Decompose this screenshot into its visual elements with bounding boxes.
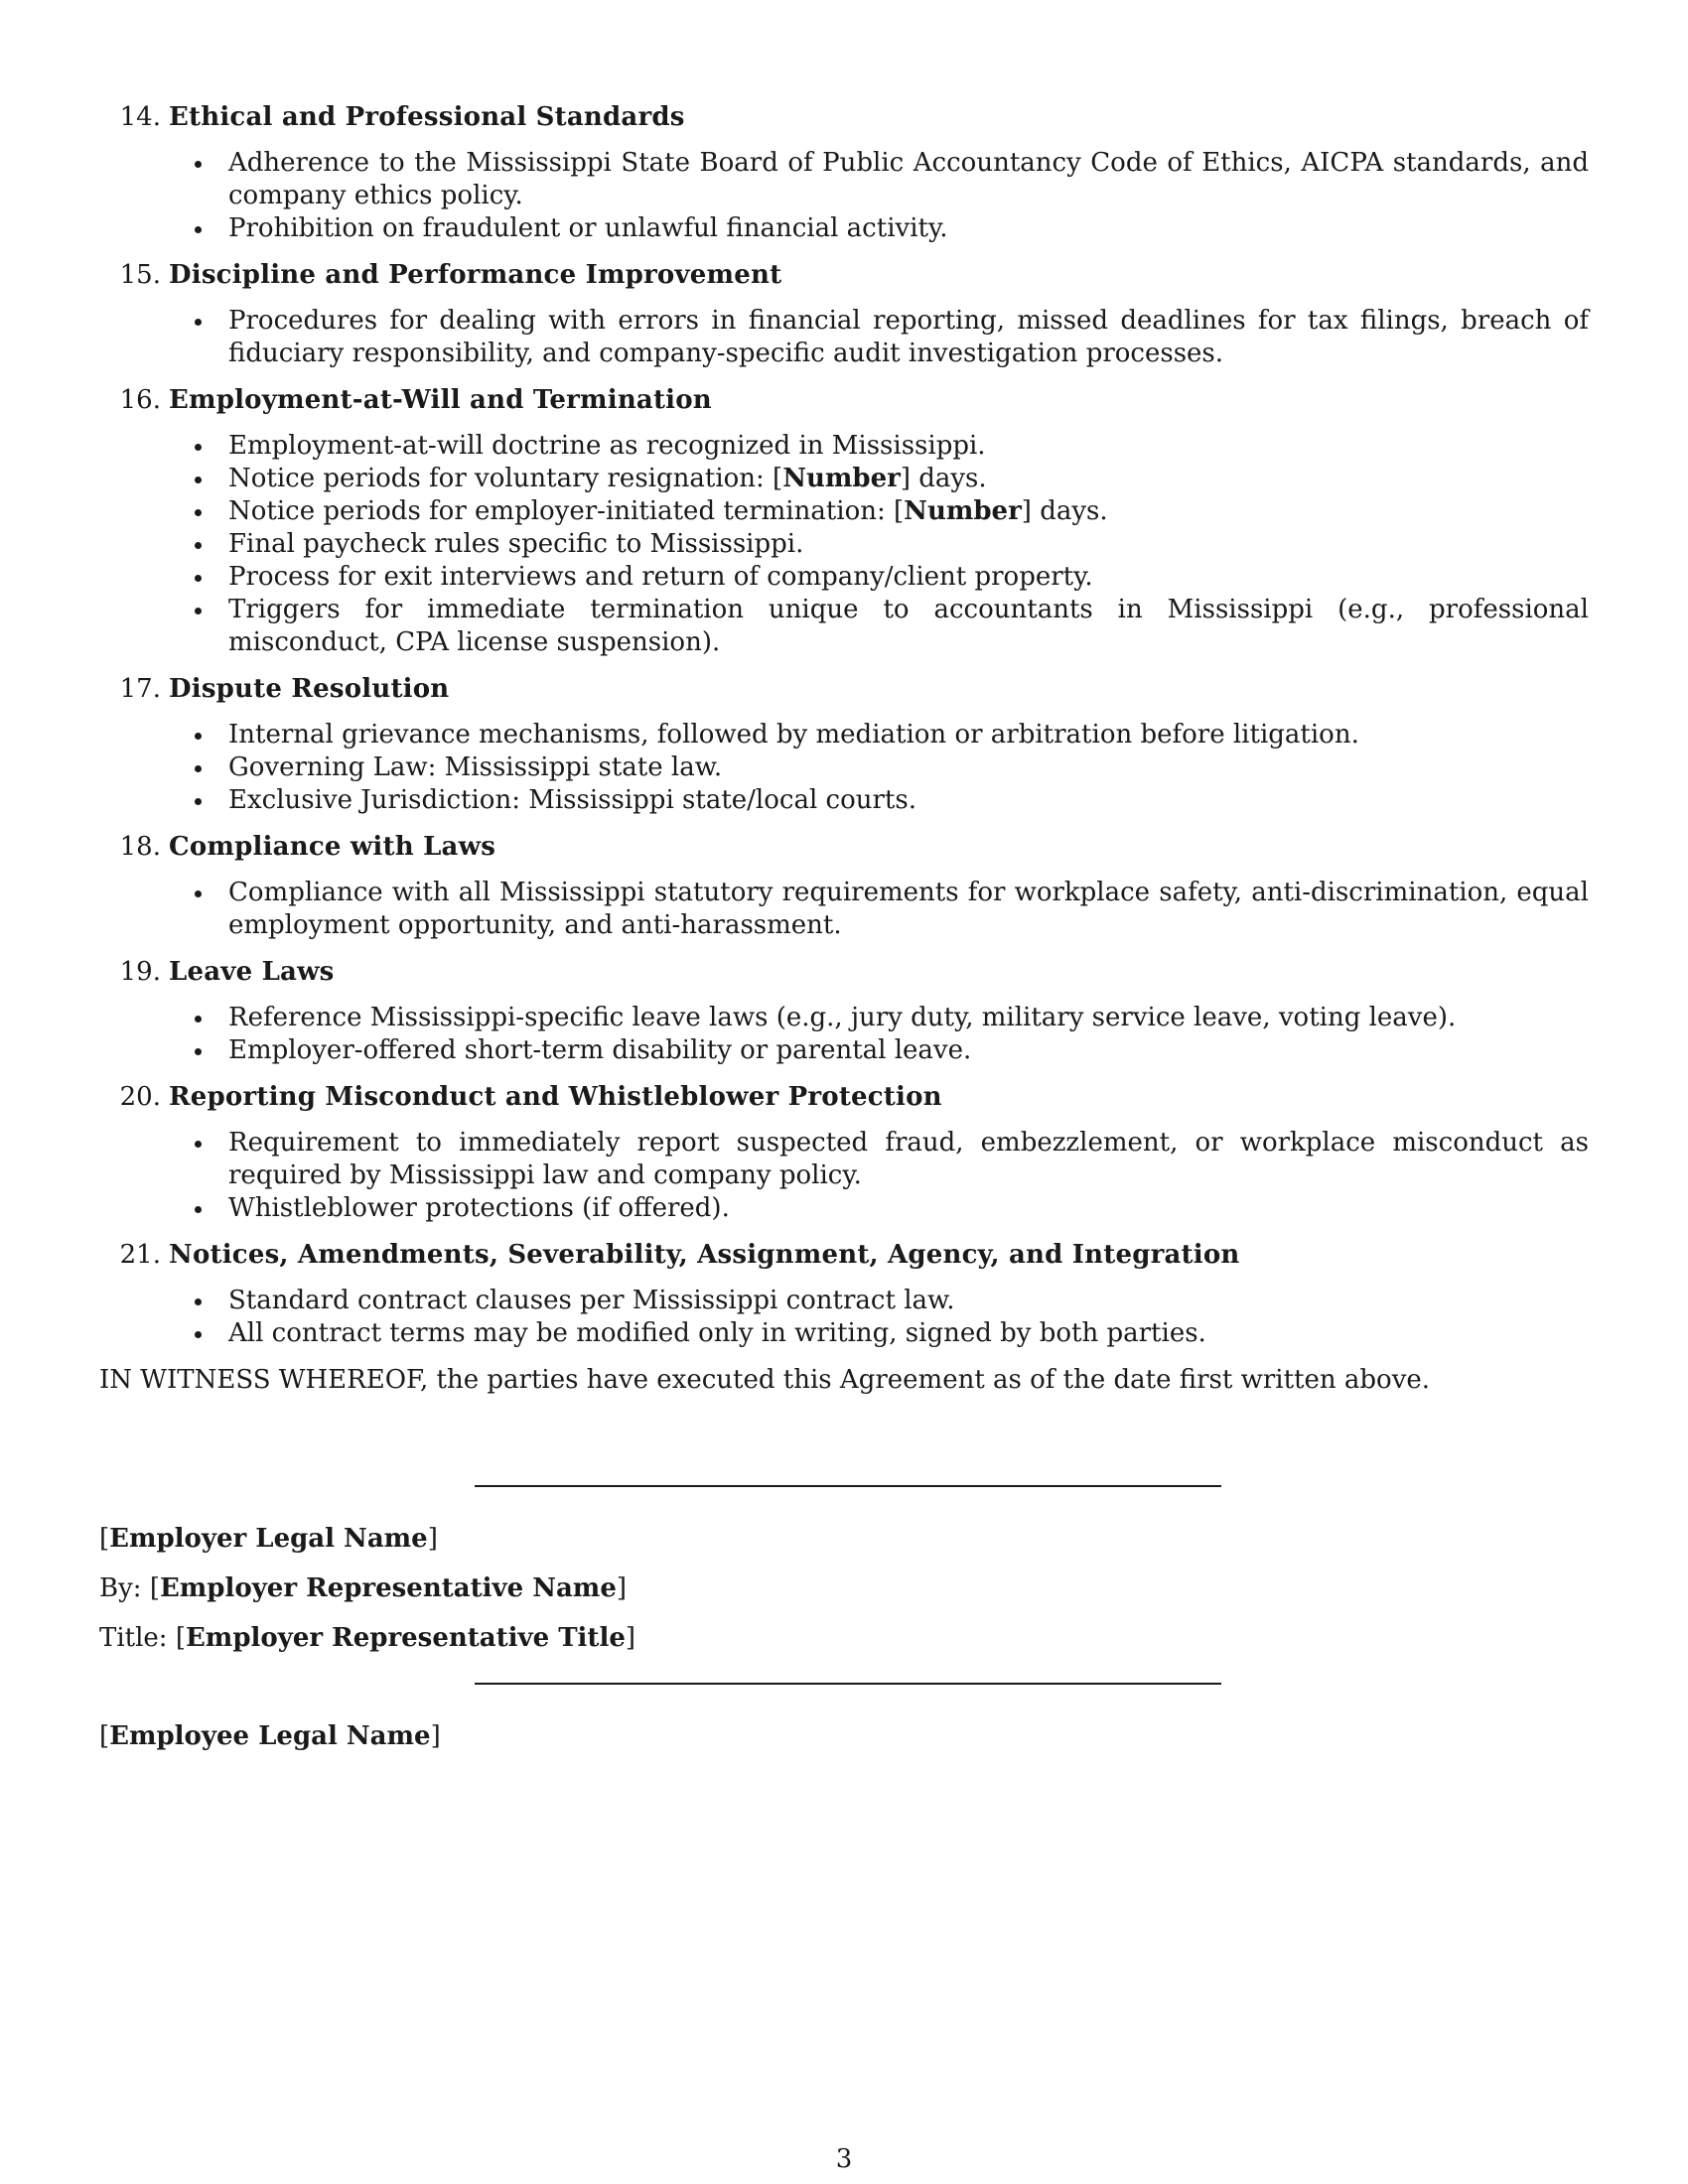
list-item (228, 1192, 1589, 1225)
section-heading (119, 827, 1589, 867)
placeholder-field: Number (782, 464, 901, 493)
list-item-text: Notice periods for voluntary resignation: [ (228, 464, 783, 493)
bullet-list (169, 1285, 1589, 1350)
section-heading (119, 380, 1589, 420)
bullet-list (169, 147, 1589, 245)
page-number: 3 (835, 2144, 853, 2174)
section-title: Discipline and Performance Improvement (169, 260, 782, 290)
list-item (228, 1002, 1589, 1034)
section-heading (119, 669, 1589, 709)
list-item-text: Procedures for dealing with errors in financial reporting, missed deadlines for tax filings, breach of fiduciary responsibility, and company-specific audit investigation processes. (228, 306, 1589, 368)
section (99, 255, 1589, 370)
section-title: Compliance with Laws (169, 832, 496, 862)
list-item-text: Notice periods for employer-initiated termination: [ (228, 496, 905, 526)
list-item-text: Governing Law: Mississippi state law. (228, 752, 723, 782)
bullet-list (169, 1127, 1589, 1225)
section-number: 18. (119, 832, 161, 862)
list-item (228, 1034, 1589, 1067)
section-title: Dispute Resolution (169, 674, 450, 704)
employer-signature-line (475, 1485, 1221, 1487)
section-heading (119, 1235, 1589, 1275)
employee-signature-block (99, 1711, 441, 1761)
list-item-text: Whistleblower protections (if offered). (228, 1193, 730, 1223)
list-item-text: Employment-at-will doctrine as recognized in Mississippi. (228, 431, 986, 461)
section-title: Ethical and Professional Standards (169, 102, 685, 132)
list-item (228, 430, 1589, 463)
list-item (228, 1317, 1589, 1350)
section-heading (119, 1077, 1589, 1117)
section (99, 1235, 1589, 1350)
list-item (228, 594, 1589, 659)
witness-clause: IN WITNESS WHEREOF, the parties have executed this Agreement as of the date first written above. (99, 1365, 1431, 1395)
list-item-text: Standard contract clauses per Mississippi contract law. (228, 1286, 955, 1315)
list-item-text: Exclusive Jurisdiction: Mississippi state/local courts. (228, 785, 916, 815)
section-number: 19. (119, 957, 161, 987)
list-item-text: ] days. (1021, 496, 1108, 526)
list-item (228, 719, 1589, 751)
section (99, 669, 1589, 817)
section-number: 16. (119, 385, 161, 415)
list-item-text: Internal grievance mechanisms, followed by mediation or arbitration before litigation. (228, 720, 1359, 750)
section-title: Leave Laws (169, 957, 335, 987)
bullet-list (169, 719, 1589, 817)
list-item (228, 1285, 1589, 1317)
section-heading (119, 97, 1589, 137)
section-heading (119, 952, 1589, 992)
agreement-body (99, 97, 1589, 1400)
section (99, 97, 1589, 245)
list-item (228, 147, 1589, 212)
list-item (228, 561, 1589, 594)
employee-signature-line (475, 1683, 1221, 1685)
list-item (228, 305, 1589, 370)
section-title: Notices, Amendments, Severability, Assignment, Agency, and Integration (169, 1240, 1240, 1270)
section-number: 20. (119, 1082, 161, 1112)
section (99, 827, 1589, 942)
list-item (228, 495, 1589, 528)
bullet-list (169, 305, 1589, 370)
employer-rep-title: Title: [Employer Representative Title] (99, 1623, 636, 1653)
section (99, 380, 1589, 659)
list-item-text: Compliance with all Mississippi statutory requirements for workplace safety, anti-discrimination, equal employment opportunity, and anti-harassment. (228, 878, 1589, 940)
section (99, 952, 1589, 1067)
section-number: 17. (119, 674, 161, 704)
list-item-text: Triggers for immediate termination unique to accountants in Mississippi (e.g., professional misconduct, CPA license suspension). (228, 595, 1589, 657)
list-item-text: Employer-offered short-term disability or parental leave. (228, 1035, 972, 1065)
section-number: 14. (119, 102, 161, 132)
list-item-text: Prohibition on fraudulent or unlawful financial activity. (228, 213, 948, 243)
list-item (228, 784, 1589, 817)
bullet-list (169, 877, 1589, 942)
section (99, 1077, 1589, 1225)
list-item (228, 751, 1589, 784)
list-item (228, 463, 1589, 495)
bullet-list (169, 430, 1589, 659)
employer-legal-name: [Employer Legal Name] (99, 1524, 438, 1554)
list-item (228, 877, 1589, 942)
employer-signature-block (99, 1514, 635, 1663)
list-item-text: Final paycheck rules specific to Mississippi. (228, 529, 804, 559)
section-number: 21. (119, 1240, 161, 1270)
list-item-text: ] days. (900, 464, 987, 493)
list-item-text: Requirement to immediately report suspected fraud, embezzlement, or workplace misconduct as required by Mississippi law and company policy. (228, 1128, 1589, 1190)
placeholder-field: Number (904, 496, 1022, 526)
list-item (228, 212, 1589, 245)
bullet-list (169, 1002, 1589, 1067)
employee-legal-name: [Employee Legal Name] (99, 1721, 441, 1751)
employer-rep-name: By: [Employer Representative Name] (99, 1573, 628, 1603)
section-number: 15. (119, 260, 161, 290)
section-title: Reporting Misconduct and Whistleblower Protection (169, 1082, 942, 1112)
list-item-text: Process for exit interviews and return of company/client property. (228, 562, 1093, 592)
list-item (228, 1127, 1589, 1192)
section-title: Employment-at-Will and Termination (169, 385, 712, 415)
list-item-text: Adherence to the Mississippi State Board of Public Accountancy Code of Ethics, AICPA standards, and company ethics policy. (228, 148, 1589, 210)
list-item (228, 528, 1589, 561)
section-heading (119, 255, 1589, 295)
list-item-text: All contract terms may be modified only in writing, signed by both parties. (228, 1318, 1206, 1348)
list-item-text: Reference Mississippi-specific leave laws (e.g., jury duty, military service leave, voting leave). (228, 1003, 1457, 1032)
